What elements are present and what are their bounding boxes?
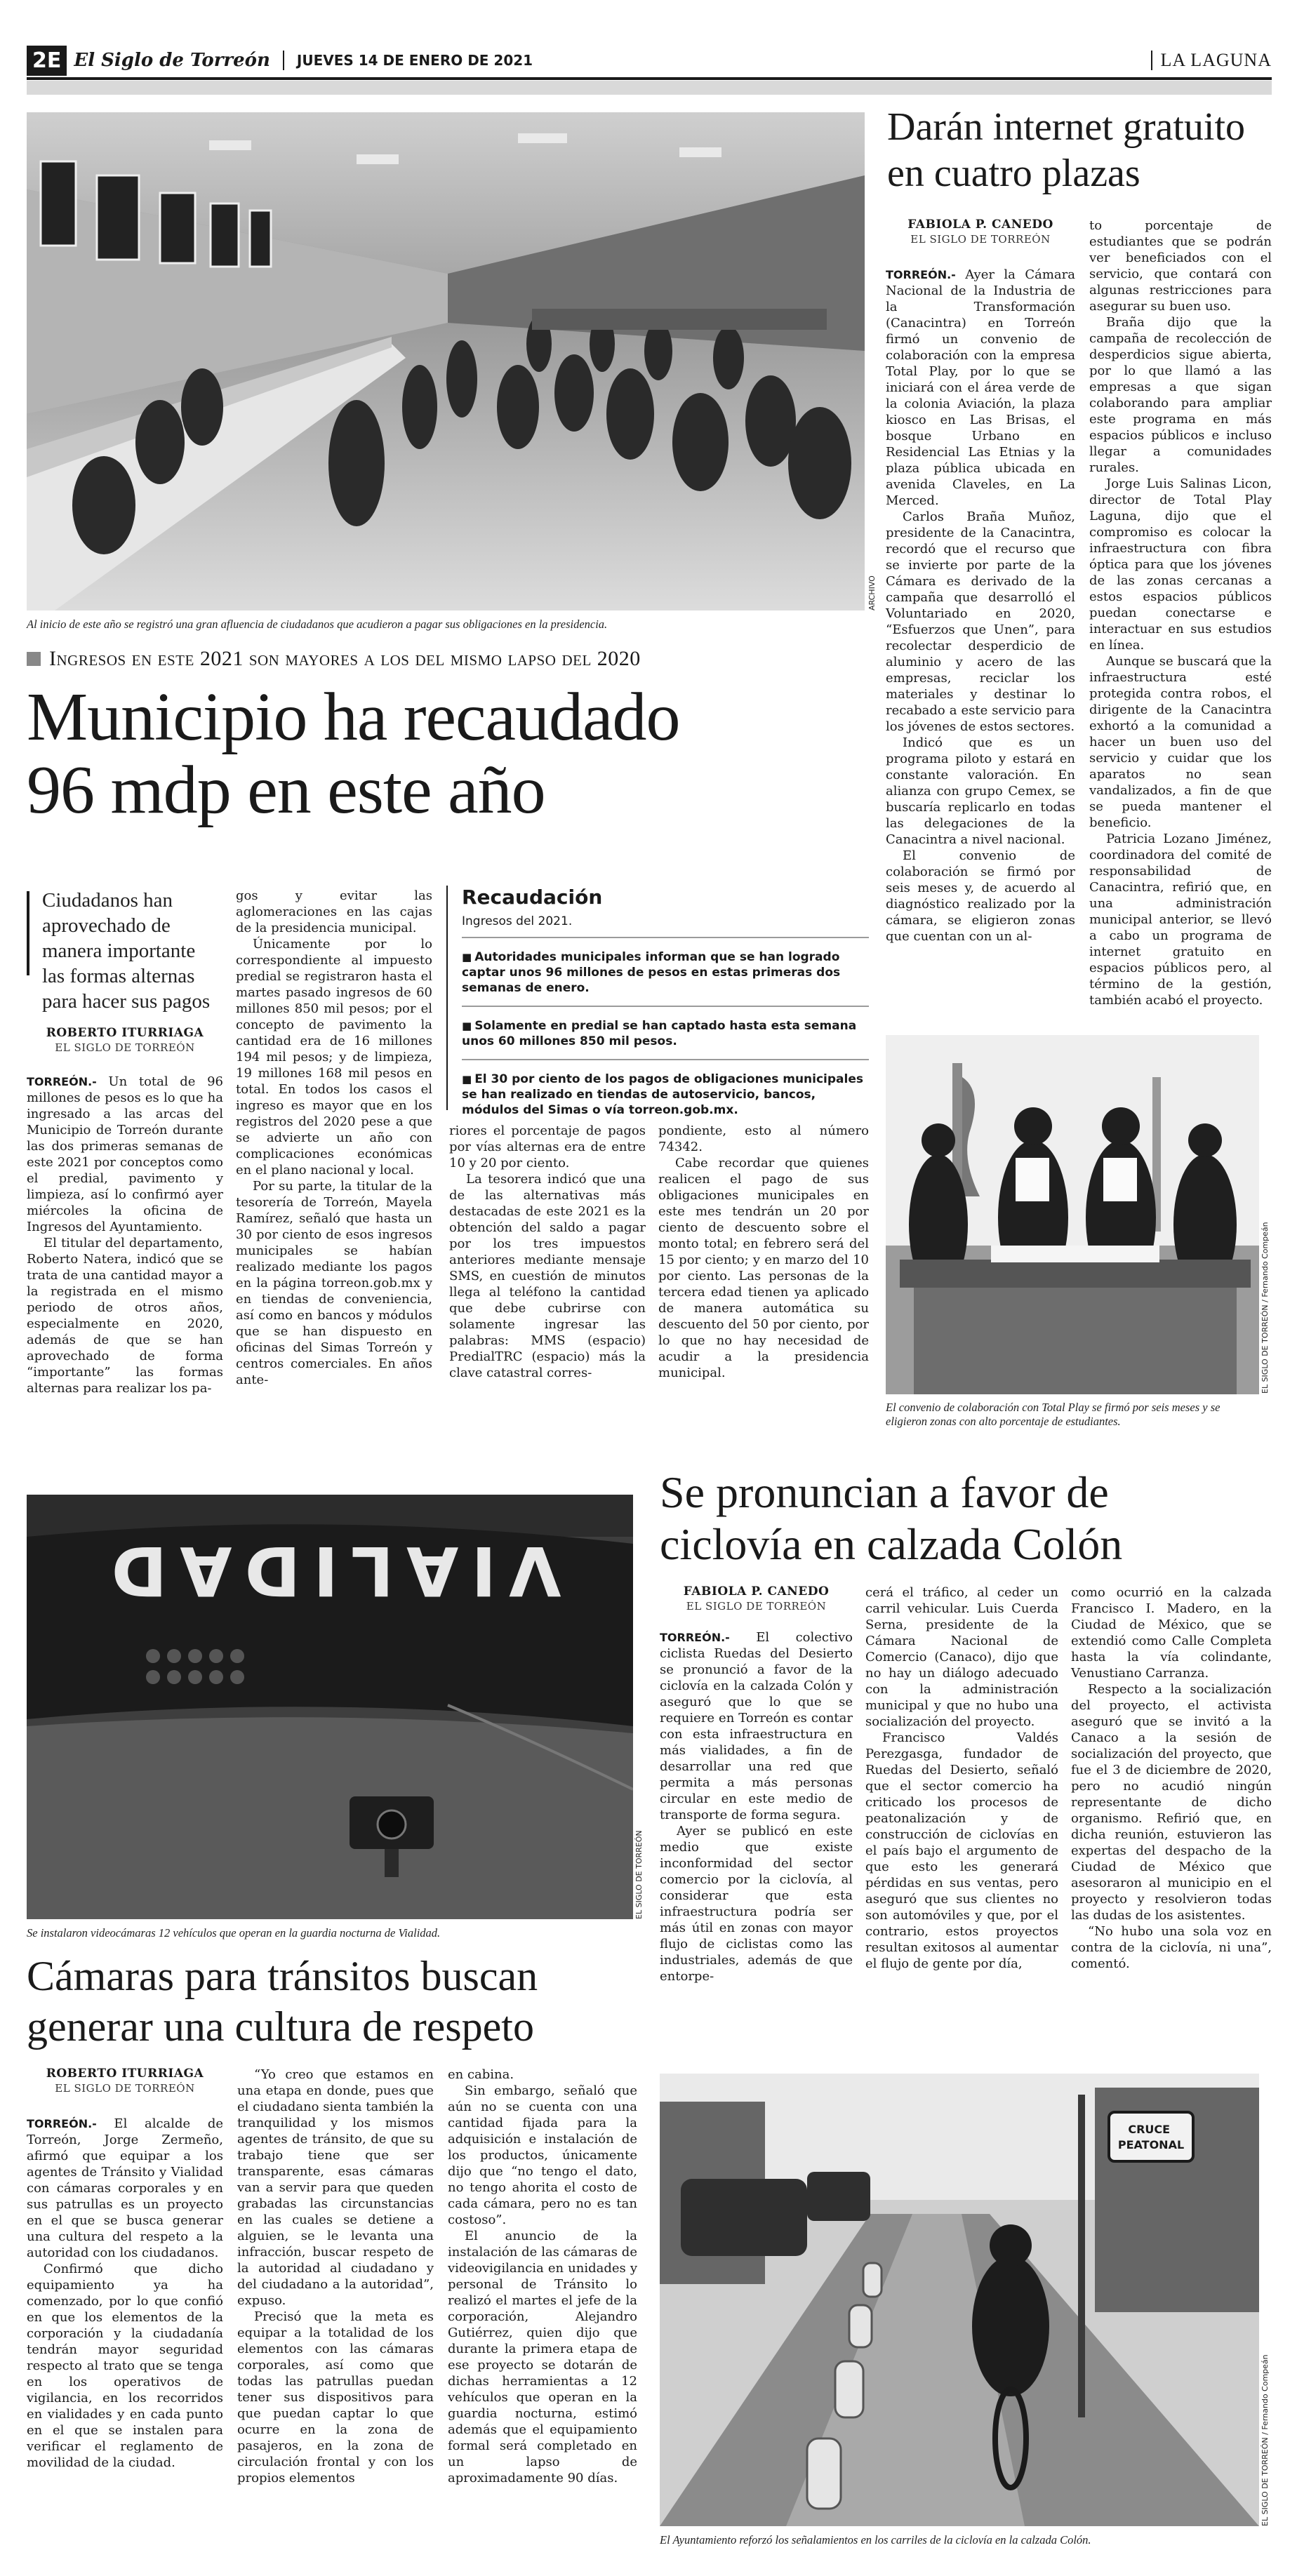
main-byline: ROBERTO ITURRIAGA <box>46 1026 204 1040</box>
internet-col1 <box>886 267 1075 945</box>
main-col4 <box>658 1123 869 1381</box>
camera-col1-p1-text: El alcalde de Torreón, Jorge Zermeño, afirmó que equipar a los agentes de Tránsito y Vialidad con cámaras corporales y en sus patrullas es un proyecto en el que se busca generar una cultura del respeto a la autoridad con los ciudadanos. <box>27 2116 223 2260</box>
bullet-icon: ■ <box>462 1073 472 1086</box>
camera-col3-p1: en cabina. <box>448 2067 514 2082</box>
camera-col3-p3: El anuncio de la instalación de las cámaras de videovigilancia en unidades y personal de Tránsito lo realizó el martes el jefe de la corporación, Alejandro Gutiérrez, quien dijo que durante la primera etapa de ese proyecto se dotarán de dichas herramientas a 12 vehículos que operan en la guardia nocturna, estimó además que el equipamiento formal será completado en un lapso de aproximadamente 90 días. <box>448 2229 637 2485</box>
infobox <box>462 886 869 1128</box>
page-number: 2E <box>27 46 67 76</box>
bike-col3-p2: Respecto a la socialización del proyecto, el activista aseguró que se invitó a la Canaco a la sesión de socialización del proyecto, que fue el 3 de diciembre de 2020, pero no acudió ningún representante de dicho organismo. Refirió que, en dicha reunión, estuvieron las expertas del despacho de la Ciudad de México que asesoraron al municipio en el proyecto y resolvieron todas las dudas de los asistentes. <box>1071 1682 1272 1923</box>
infobox-item <box>462 1007 869 1060</box>
main-col2-p3: Por su parte, la titular de la tesorería de Torreón, Mayela Ramírez, señaló que hasta un 30 por ciento de esos ingresos municipales se habían realizado mediante los pagos en la página torreon.gob.mx y en tiendas de conveniencia, así como en bancos y módulos que se han dispuesto en oficinas del Simas Torreón y centros comerciales. En años ante- <box>236 1179 432 1387</box>
main-headline <box>27 681 869 827</box>
bike-col3-p1: como ocurrió en la calzada Francisco I. Madero, en la Ciudad de México, que se extendió como Calle Completa hasta la vía colindante, Venustiano Carranza. <box>1071 1585 1272 1681</box>
bike-col1-p2: Ayer se publicó en este medio que existe inconformidad del sector comercio por la ciclovía, al considerar que esta infraestructura podría ser más útil en zonas con mayor flujo de ciclistas como las industriales, además de que entorpe- <box>660 1824 853 1984</box>
cashier-photo-caption: Al inicio de este año se registró una gran afluencia de ciudadanos que acudieron a pagar sus obligaciones en la presidencia. <box>27 618 608 631</box>
infobox-item-text: Solamente en predial se han captado hasta esta semana unos 60 millones 850 mil pesos. <box>462 1019 857 1048</box>
internet-col1-p1 <box>886 267 1075 509</box>
infobox-rule <box>446 886 448 1110</box>
main-col1-p2: El titular del departamento, Roberto Natera, indicó que se trata de una cantidad mayor a la registrada en el mismo periodo de otros años, especialmente en 2020, además de que se han aprovechado de forma “importante” las formas alternas para realizar los pa- <box>27 1236 223 1396</box>
bike-col3 <box>1071 1584 1272 1972</box>
infobox-title: Recaudación <box>462 886 603 909</box>
main-col4-p1: pondiente, esto al número 74342. <box>658 1123 869 1154</box>
internet-col2-p4: Aunque se buscará que la infraestructura esté protegida contra robos, el dirigente de la Canacintra exhortó a la comunidad a hacer un buen uso del servicio y cuidar que los aparatos no sean vandalizados, a fin de que se pueda mantener el beneficio. <box>1089 654 1272 830</box>
bike-byline-org: EL SIGLO DE TORREÓN <box>686 1600 827 1613</box>
bike-photo-credit: EL SIGLO DE TORREÓN / Fernando Compeán <box>1261 2354 1270 2526</box>
kicker-square <box>27 652 41 666</box>
camera-col1-p2: Confirmó que dicho equipamiento ya ha comenzado, por lo que confió en que los elementos de la corporación y la ciudadanía tendrán mayor seguridad respecto al trato que se tenga en los operativos de vigilancia, en los recorridos en vialidades y en cada punto en el que se instalen para verificar el reglamento de movilidad de la ciudad. <box>27 2262 223 2470</box>
bike-col1 <box>660 1629 853 1984</box>
cashier-hall-image <box>27 112 865 610</box>
bike-lane-photo <box>660 2074 1259 2526</box>
signing-photo <box>886 1035 1259 1394</box>
main-col3-p2: La tesorera indicó que una de las alternativas más destacadas de este 2021 es la obtención del saldo a pagar por los tres impuestos anteriores mediante mensaje SMS, en cuestión de minutos llega al teléfono la cantidad que debe cubrirse con solamente ingresar las palabras: MMS (espacio) PredialTRC (espacio) más la clave catastral corres- <box>449 1172 646 1380</box>
cashier-hall-photo <box>27 112 865 610</box>
section-name: LA LAGUNA <box>1160 50 1272 70</box>
camera-col2 <box>237 2067 434 2486</box>
bike-col2-p1: cerá el tráfico, al ceder un carril vehicular. Luis Cuerda Serna, presidente de la Cámara Nacional de Comercio (Canaco), dijo que no hay un diálogo adecuado con la administración municipal y que no hubo una socialización del proyecto. <box>865 1585 1058 1729</box>
patrol-photo-caption: Se instalaron videocámaras 12 vehículos que operan en la guardia nocturna de Vialidad. <box>27 1926 441 1940</box>
bike-photo-caption: El Ayuntamiento reforzó los señalamientos en los carriles de la ciclovía en la calzada Colón. <box>660 2533 1091 2547</box>
edition-date: JUEVES 14 DE ENERO DE 2021 <box>296 52 533 69</box>
patrol-camera-photo <box>27 1495 633 1919</box>
main-col2-p2: Únicamente por lo correspondiente al impuesto predial se registraron hasta el martes pasado ingresos de 60 millones 850 mil pesos; por el concepto de pavimento la cantidad era de 16 millones 194 mil pesos; y de limpieza, 19 millones 168 mil pesos en total. En todos los casos el ingreso es mayor que en los registros del 2020 pese a que se advierte un año con complicaciones económicas en el plano nacional y local. <box>236 937 432 1177</box>
main-byline-org: EL SIGLO DE TORREÓN <box>55 1041 195 1054</box>
main-col2 <box>236 888 432 1388</box>
camera-byline-org: EL SIGLO DE TORREÓN <box>55 2082 195 2095</box>
camera-headline-line2: generar una cultura de respeto <box>27 2003 534 2050</box>
main-headline-line2: 96 mdp en este año <box>27 752 545 828</box>
cashier-photo-credit: ARCHIVO <box>867 575 877 610</box>
bike-col1-p1-text: El colectivo ciclista Ruedas del Desierto se pronunció a favor de la ciclovía en la calzada Colón y aseguró que lo que se requiere en Torreón es contar con esta infraestructura en más vialidades, a fin de desarrollar una red que permita a más personas circular en este medio de transporte de forma segura. <box>660 1630 853 1822</box>
page-header <box>27 44 1272 80</box>
main-col1-p1 <box>27 1074 223 1235</box>
internet-col1-p4: El convenio de colaboración se firmó por seis meses y, de acuerdo al diagnóstico realizado por la cámara, se eligieron zonas que cuentan con un al- <box>886 848 1075 944</box>
header-rule <box>27 81 1272 95</box>
sign-text-line1: CRUCE <box>1128 2123 1171 2136</box>
main-col3 <box>449 1123 646 1381</box>
camera-col2-p1: “Yo creo que estamos en una etapa en donde, pues que el ciudadano sienta también la tranquilidad y los mismos agentes de tránsito, de que su trabajo tiene que ser transparente, esas cámaras van a servir para que queden grabadas las circunstancias en las cuales se detiene a alguien, se le levanta una infracción, buscar respeto de la autoridad al ciudadano y del ciudadano a la autoridad”, expuso. <box>237 2067 434 2308</box>
main-col2-p1: gos y evitar las aglomeraciones en las cajas de la presidencia municipal. <box>236 888 432 935</box>
internet-col1-p1-text: Ayer la Cámara Nacional de la Industria de la Transformación (Canacintra) en Torreón firmó un convenio de colaboración con la empresa Total Play, por lo que se iniciará con el área verde de la colonia Aviación, la plaza kiosco en Las Brisas, el bosque Urbano en Residencial Las Etnias y la plaza pública ubicada en avenida Claveles, en La Merced. <box>886 267 1075 508</box>
internet-col1-p2: Carlos Braña Muñoz, presidente de la Canacintra, recordó que el recurso que se invierte por parte de la Cámara es derivado de la campaña que desarrolló el Voluntariado en 2020, “Esfuerzos que Unen”, para recolectar desperdicio de aluminio y acero de las empresas, reciclar los materiales y destinar lo recabado a este servicio para los jóvenes de estos sectores. <box>886 509 1075 734</box>
vialidad-mirrored-text: VIALIDAD <box>98 1531 561 1610</box>
main-lead: Ciudadanos han aprovechado de manera importante las formas alternas para hacer sus pagos <box>42 889 211 1013</box>
patrol-camera-image <box>27 1495 633 1919</box>
main-dateline: TORREÓN.- <box>27 1075 97 1088</box>
camera-col1 <box>27 2116 223 2471</box>
camera-col3-p2: Sin embargo, señaló que aún no se cuenta con una cantidad fijada para la adquisición e instalación de los productos, únicamente dijo que “no tengo el dato, no tengo ahorita el costo de cada cámara, pero no es tan costoso”. <box>448 2083 637 2227</box>
bike-lane-image <box>660 2074 1259 2526</box>
signing-photo-credit: EL SIGLO DE TORREÓN / Fernando Compeán <box>1261 1222 1270 1394</box>
bike-col2-p2: Francisco Valdés Perezgasga, fundador de Ruedas del Desierto, señaló que el sector comercio ha criticado los procesos de peatonalización y de construcción de ciclovías en el país bajo el argumento de que esto les generará pérdidas en sus ventas, pero aseguró que sus clientes no son automóviles y que, por el contrario, estos proyectos resultan exitosos al aumentar el flujo de gente por día, <box>865 1730 1058 1971</box>
main-col1-p1-text: Un total de 96 millones de pesos es lo que ha ingresado a las arcas del Municipio de Torreón durante las dos primeras semanas de este 2021 por conceptos como el predial, pavimento y limpieza, así lo confirmó ayer miércoles la oficina de Ingresos del Ayuntamiento. <box>27 1074 223 1234</box>
bike-col2 <box>865 1584 1058 1972</box>
bike-col3-p3: “No hubo una sola voz en contra de la ciclovía, ni una”, comentó. <box>1071 1924 1272 1971</box>
main-col3-p1: riores el porcentaje de pagos por vías alternas era de entre 10 y 20 por ciento. <box>449 1123 646 1170</box>
main-headline-line1: Municipio ha recaudado <box>27 679 680 755</box>
bike-headline-line1: Se pronuncian a favor de <box>660 1467 1109 1517</box>
sign-text-line2: PEATONAL <box>1117 2138 1185 2151</box>
bike-byline: FABIOLA P. CANEDO <box>683 1584 830 1599</box>
signing-image <box>886 1035 1259 1394</box>
bullet-icon: ■ <box>462 1020 472 1032</box>
internet-headline <box>887 104 1280 196</box>
internet-byline: FABIOLA P. CANEDO <box>907 218 1053 232</box>
internet-col1-p3: Indicó que es un programa piloto y estará en constante valoración. En alianza con grupo Cemex, se buscaría replicarlo en todas las delegaciones de la Canacintra a nivel nacional. <box>886 735 1075 847</box>
main-col1 <box>27 1074 223 1396</box>
bike-headline <box>660 1467 1277 1570</box>
camera-col3 <box>448 2067 637 2486</box>
kicker-text: Ingresos en este 2021 son mayores a los del mismo lapso del 2020 <box>49 647 641 670</box>
infobox-item <box>462 938 869 1007</box>
camera-col2-p2: Precisó que la meta es equipar a la totalidad de los elementos con las cámaras corporales, así como que todas las patrullas puedan tener sus dispositivos para que puedan captar lo que ocurre en la zona de pasajeros, en la zona de circulación frontal y con los propios elementos <box>237 2309 434 2485</box>
section-divider <box>1151 51 1152 70</box>
main-col4-p2: Cabe recordar que quienes realicen el pago de sus obligaciones municipales en este mes tendrán un 20 por ciento de descuento sobre el monto total; en febrero será del 15 por ciento; y en marzo del 10 por ciento. Las personas de la tercera edad tienen ya aplicado de manera automática su descuento del 50 por ciento, por lo que no hay necesidad de acudir a la presidencia municipal. <box>658 1156 869 1380</box>
bike-headline-line2: ciclovía en calzada Colón <box>660 1519 1123 1569</box>
internet-col2-p2: Braña dijo que la campaña de recolección de desperdicios sigue abierta, por lo que llamó a las empresas a que sigan colaborando para ampliar este programa en más espacios públicos e incluso llegar a comunidades rurales. <box>1089 315 1272 475</box>
camera-headline <box>27 1951 658 2052</box>
internet-col2-p5: Patricia Lozano Jiménez, coordinadora del comité de responsabilidad de Canacintra, refirió que, en una administración municipal anterior, se llevó a cabo un programa de internet gratuito en espacios públicos pero, al término de la gestión, también acabó el proyecto. <box>1089 832 1272 1008</box>
section-label <box>1151 50 1272 71</box>
publication-name: El Siglo de Torreón <box>74 50 270 71</box>
main-kicker <box>27 647 869 671</box>
bike-col1-p1 <box>660 1629 853 1823</box>
internet-col2-p1: to porcentaje de estudiantes que se podrán ver beneficiados con el servicio, que contará con algunas restricciones para asegurar su buen uso. <box>1089 218 1272 314</box>
header-divider <box>283 51 284 70</box>
camera-byline: ROBERTO ITURRIAGA <box>46 2067 204 2081</box>
internet-headline-line2: en cuatro plazas <box>887 152 1140 195</box>
patrol-photo-credit: EL SIGLO DE TORREÓN <box>634 1830 644 1919</box>
internet-col2-p3: Jorge Luis Salinas Licon, director de Total Play Laguna, dijo que el compromiso es colocar la infraestructura con fibra óptica para que los jóvenes de las zonas cercanas a estos espacios públicos puedan conectarse e interactuar en sus estudios en línea. <box>1089 476 1272 653</box>
signing-photo-caption: El convenio de colaboración con Total Play se firmó por seis meses y se eligieron zonas con alto porcentaje de estudiantes. <box>886 1401 1220 1428</box>
camera-headline-line1: Cámaras para tránsitos buscan <box>27 1953 538 1999</box>
infobox-item-text: El 30 por ciento de los pagos de obligaciones municipales se han realizado en tiendas de autoservicio, bancos, módulos del Simas o vía torreon.gob.mx. <box>462 1072 863 1117</box>
internet-headline-line1: Darán internet gratuito <box>887 105 1246 149</box>
infobox-item <box>462 1060 869 1128</box>
main-lead-bar <box>27 891 29 975</box>
internet-col2 <box>1089 218 1272 1008</box>
infobox-subtitle: Ingresos del 2021. <box>462 914 869 938</box>
camera-col1-p1 <box>27 2116 223 2261</box>
internet-dateline: TORREÓN.- <box>886 268 956 281</box>
camera-dateline: TORREÓN.- <box>27 2117 97 2130</box>
bike-dateline: TORREÓN.- <box>660 1631 730 1644</box>
internet-byline-org: EL SIGLO DE TORREÓN <box>910 233 1051 246</box>
bullet-icon: ■ <box>462 951 472 963</box>
infobox-item-text: Autoridades municipales informan que se han logrado captar unos 96 millones de pesos en estas primeras dos semanas de enero. <box>462 950 841 995</box>
